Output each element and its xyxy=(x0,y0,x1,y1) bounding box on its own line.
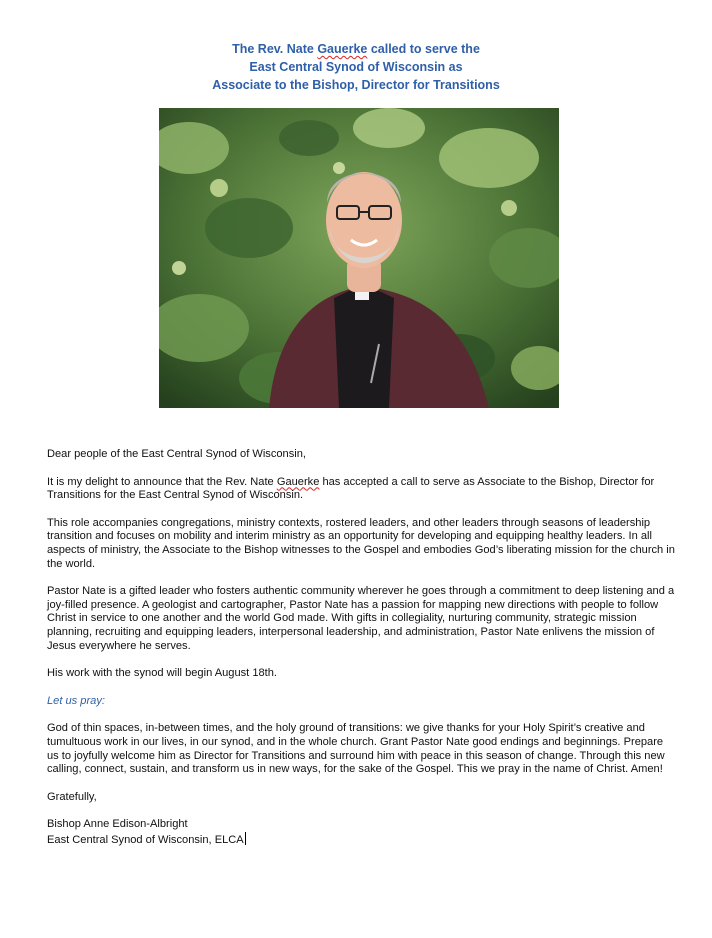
portrait-photo xyxy=(159,108,559,408)
role-paragraph: This role accompanies congregations, ministry contexts, rostered leaders, and other leaders through seasons of leadership transition and focuses on mobility and interim ministry as an opportunity for developing and equipping healthy leaders. In all aspects of ministry, the Associate to the Bishop witnesses to the Gospel and embodies God’s liberating mission for the church in the world. xyxy=(47,516,675,570)
bio-paragraph: Pastor Nate is a gifted leader who fosters authentic community wherever he goes through a commitment to deep listening and a joy-filled presence. A geologist and cartographer, Pastor Nate has a passion for mapping new directions with people to follow Christ in service to one another and the world God made. With gifts in collegiality, nurturing community, strategic mission planning, recruiting and equipping leaders, interpersonal leadership, and administration, Pastor Nate enlivens the mission of Jesus everywhere he serves. xyxy=(47,585,675,652)
prayer-heading: Let us pray: xyxy=(47,694,105,707)
prayer-paragraph: God of thin spaces, in-between times, and the holy ground of transitions: we give thanks for your Holy Spirit’s creative and tumultuous work in our lives, in our synod, and in the whole church. Grant Pastor Nate good endings and beginnings. Prepare us to joyfully welcome him as Director for Transitions and surround him with peace in this season of change. Through this new calling, connect, sustain, and transform us in new ways, for the sake of the Gospel. This we pray in the name of Christ. Amen! xyxy=(47,722,665,776)
announcement-title xyxy=(0,40,712,94)
misspelled-name: Gauerke xyxy=(317,42,368,56)
greeting: Dear people of the East Central Synod of Wisconsin, xyxy=(47,448,306,460)
signature-name: Bishop Anne Edison-Albright xyxy=(47,818,188,831)
title-line-3: Associate to the Bishop, Director for Transitions xyxy=(212,78,500,92)
announcement-paragraph: It is my delight to announce that the Rev. Nate Gauerke has accepted a call to serve as Associate to the Bishop, Director for Transitions for the East Central Synod of Wisconsin. xyxy=(47,475,655,502)
text-cursor xyxy=(245,832,246,845)
portrait-illustration xyxy=(159,108,559,408)
title-line-1: The Rev. Nate Gauerke called to serve the xyxy=(232,42,480,56)
title-line-2: East Central Synod of Wisconsin as xyxy=(249,60,463,74)
misspelled-name: Gauerke xyxy=(276,475,320,488)
closing: Gratefully, xyxy=(47,790,97,803)
signature-org: East Central Synod of Wisconsin, ELCA xyxy=(47,833,244,846)
start-date-paragraph: His work with the synod will begin August 18th. xyxy=(47,667,278,680)
letter-body xyxy=(47,448,677,847)
